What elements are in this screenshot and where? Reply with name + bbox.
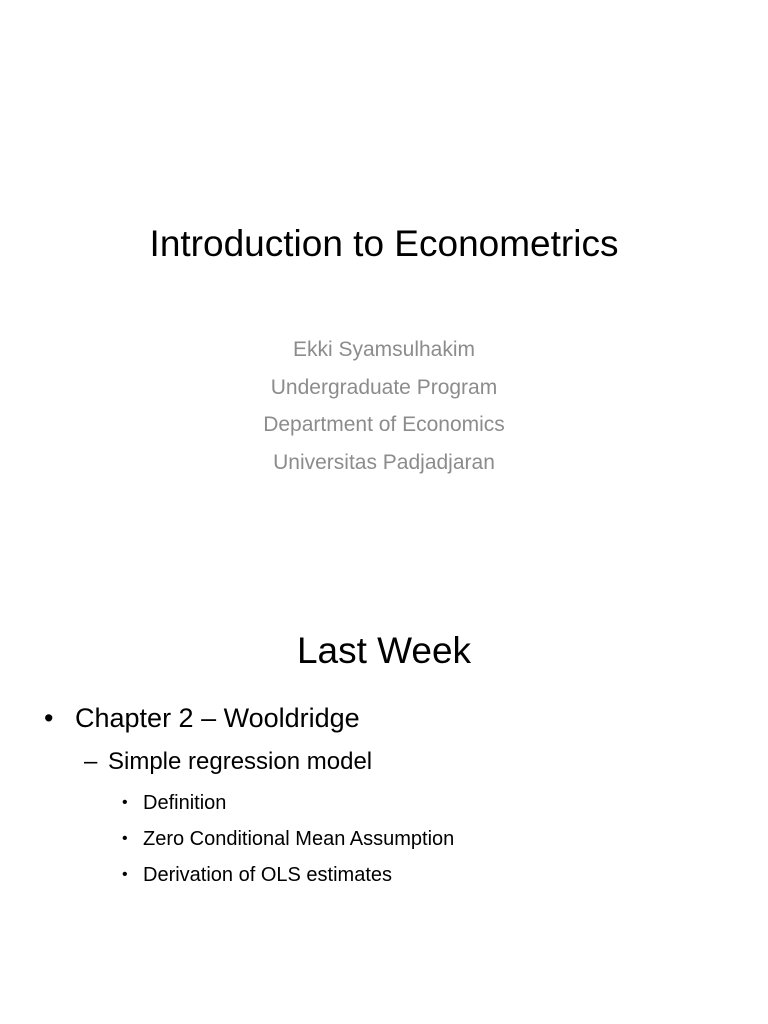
- dash-marker: –: [84, 748, 98, 775]
- bullet-marker: •: [44, 703, 54, 733]
- bullet-marker: •: [122, 866, 128, 883]
- bullet-level3: [122, 858, 392, 892]
- bullet-text: Definition: [143, 792, 227, 814]
- bullet-text: Chapter 2 – Wooldridge: [75, 703, 360, 733]
- bullet-level3: [122, 786, 226, 820]
- bullet-text: Simple regression model: [108, 748, 373, 775]
- program-name: Undergraduate Program: [270, 375, 498, 399]
- slide-heading: Last Week: [296, 630, 472, 671]
- author-name: Ekki Syamsulhakim: [292, 338, 476, 361]
- bullet-marker: •: [122, 794, 128, 811]
- department-name: Department of Economics: [263, 413, 505, 436]
- slide-last-week: [0, 576, 768, 1024]
- bullet-text: Zero Conditional Mean Assumption: [143, 828, 455, 850]
- bullet-level2: [84, 742, 372, 782]
- bullet-level3: [122, 822, 454, 856]
- bullet-marker: •: [122, 830, 128, 847]
- presentation-subtitle: [0, 333, 768, 483]
- bullet-level1: [44, 696, 360, 740]
- university-name: Universitas Padjadjaran: [273, 450, 495, 474]
- bullet-text: Derivation of OLS estimates: [143, 864, 392, 886]
- presentation-title: Introduction to Econometrics: [149, 223, 619, 264]
